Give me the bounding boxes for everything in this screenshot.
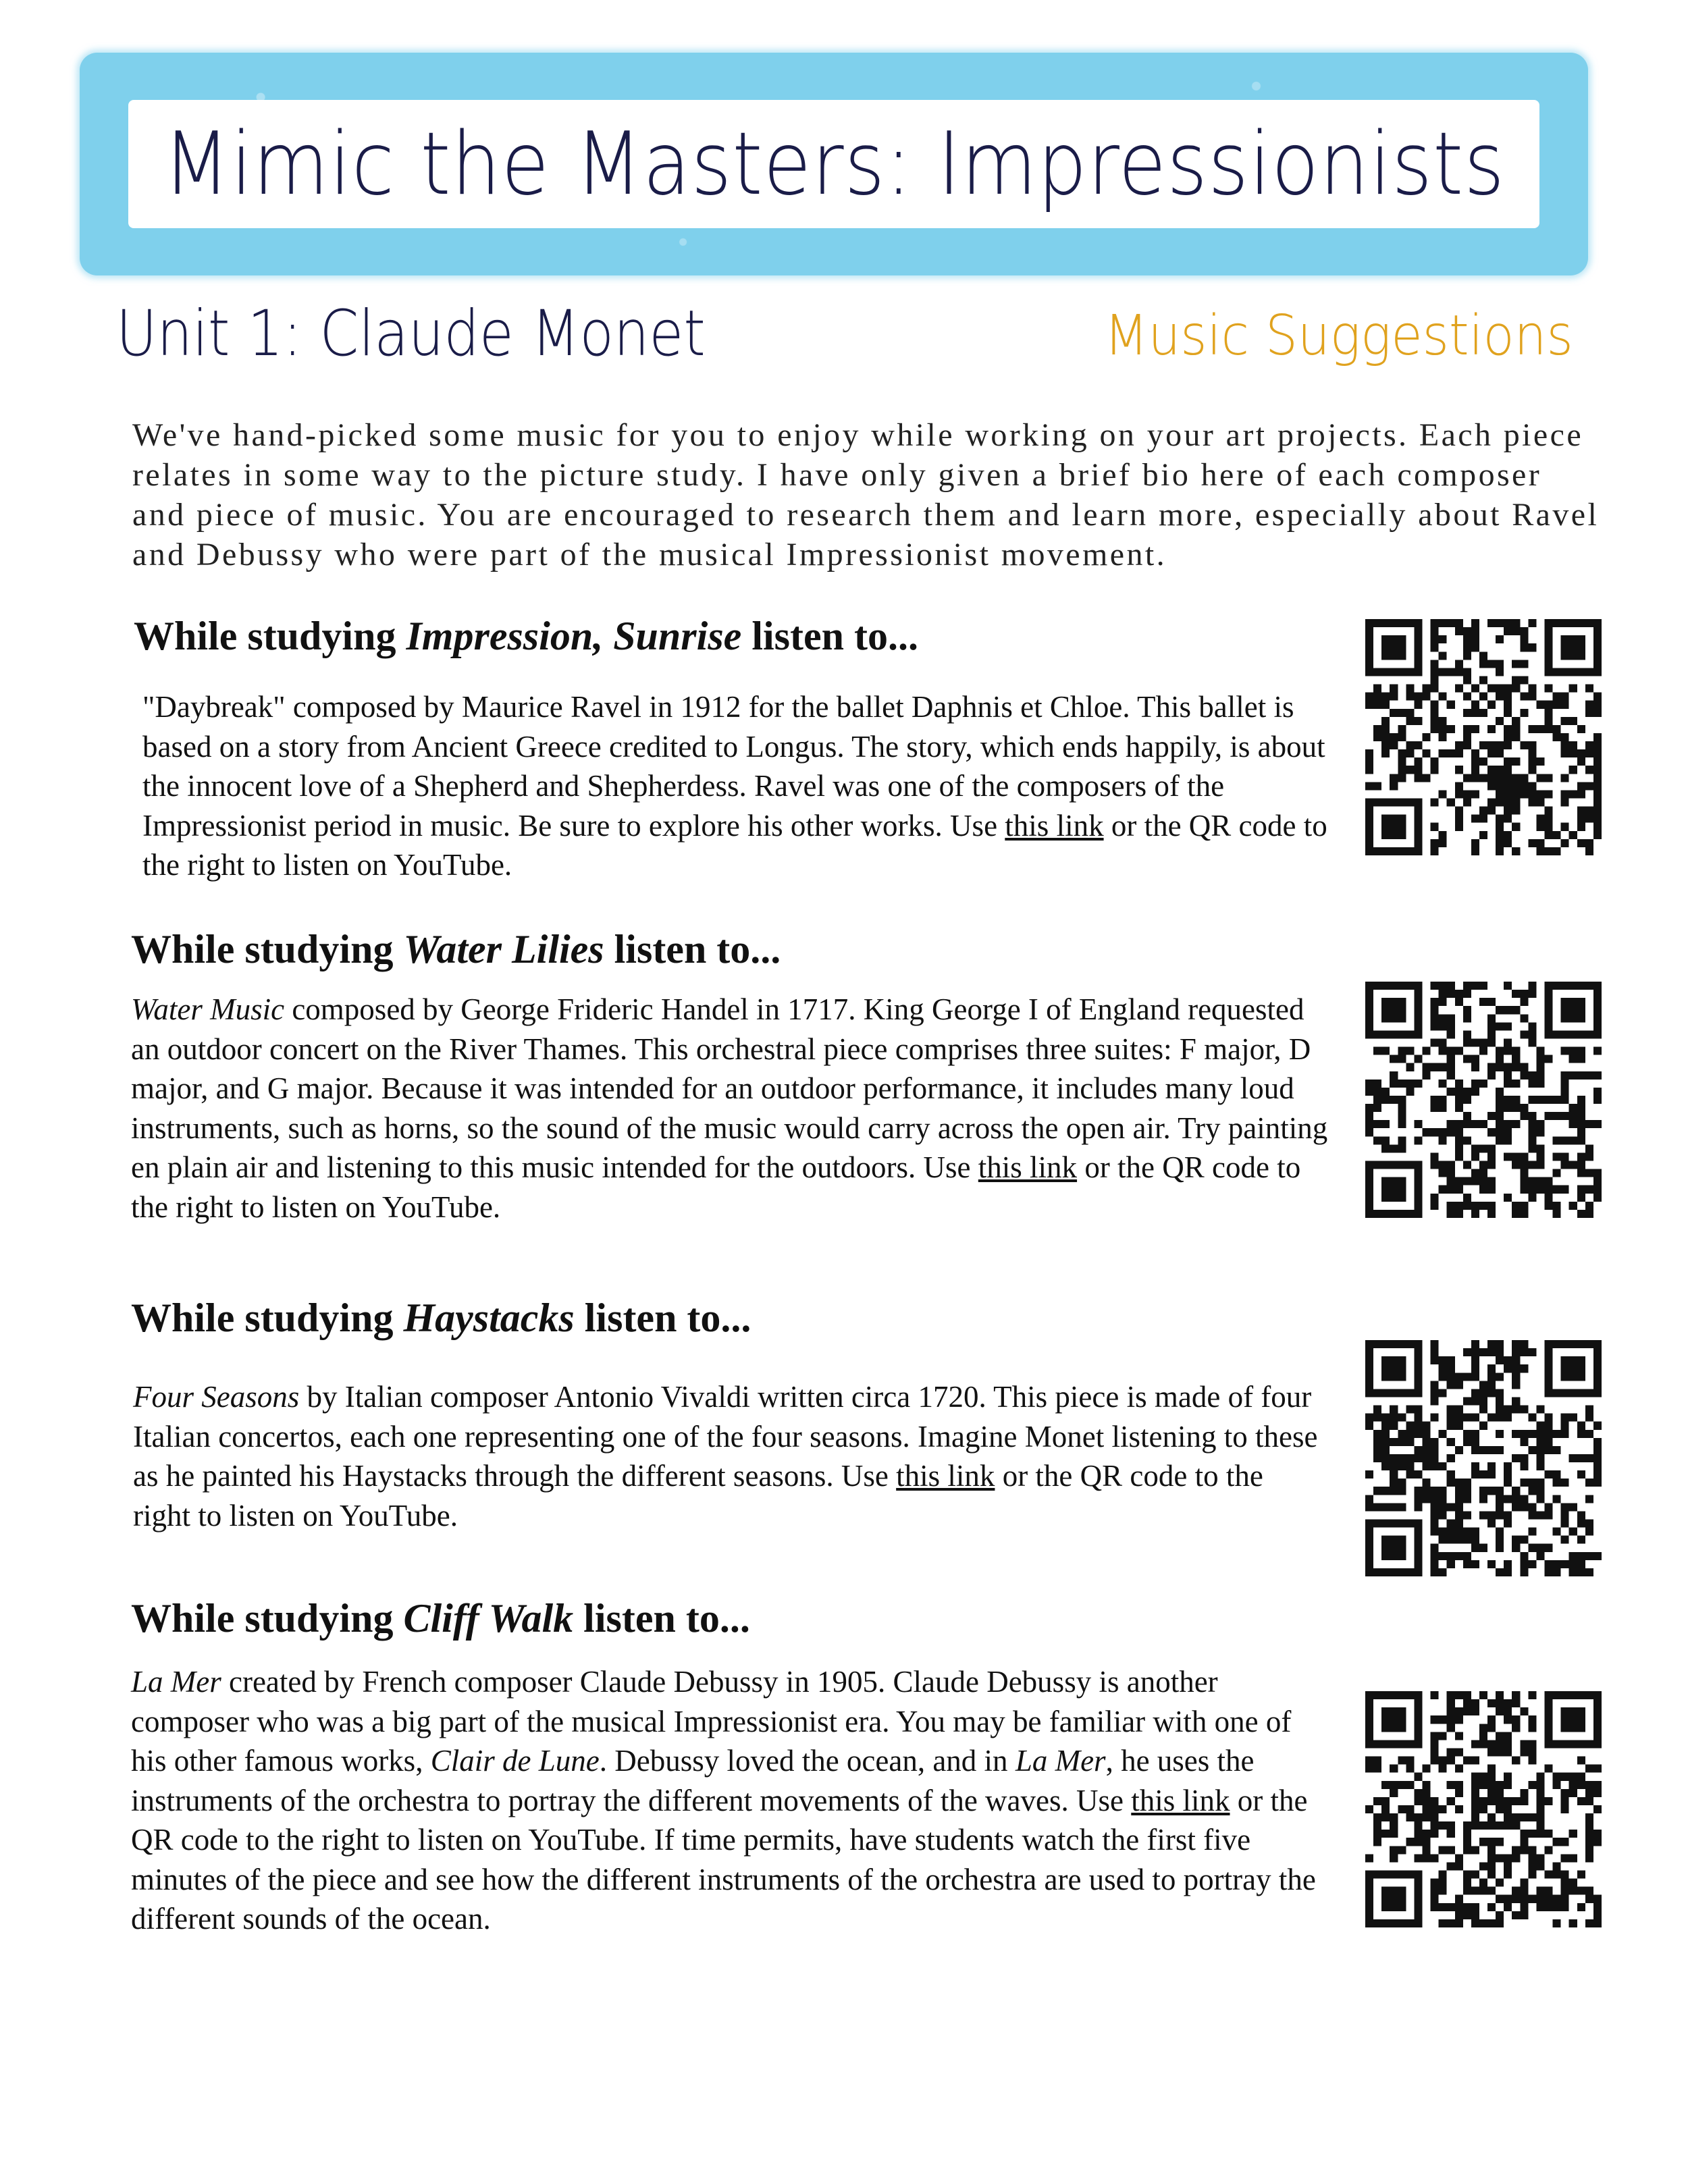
qr-code-icon[interactable] bbox=[1365, 1691, 1602, 1927]
section-text-water-lilies bbox=[131, 990, 1333, 1227]
section-text-haystacks bbox=[133, 1377, 1328, 1535]
heading-prefix: While studying bbox=[131, 1296, 404, 1340]
heading-suffix: listen to... bbox=[741, 614, 918, 658]
section-heading-impression-sunrise bbox=[134, 613, 918, 660]
text-segment: . Debussy loved the ocean, and in bbox=[599, 1744, 1016, 1778]
text-segment: or the QR code to the right to listen on YouTube. bbox=[142, 808, 1327, 882]
page-title: Mimic the Masters: Impressionists bbox=[163, 113, 1505, 215]
heading-artwork-title: Water Lilies bbox=[403, 927, 604, 971]
unit-title: Unit 1: Claude Monet bbox=[116, 297, 706, 371]
text-segment: or the QR code to the right to listen on YouTube. If time permits, have students watch the first five minutes of the piece and see how the different instruments of the orchestra are used to portray the different sounds of the ocean. bbox=[131, 1783, 1316, 1936]
text-segment: or the QR code to the right to listen on YouTube. bbox=[131, 1150, 1301, 1224]
section-title: Music Suggestions bbox=[1104, 304, 1573, 368]
text-segment: by Italian composer Antonio Vivaldi written circa 1720. This piece is made of four Italian concertos, each one representing one of the four seasons. Imagine Monet listening to these as he painted his Haystacks through the different seasons. Use bbox=[133, 1380, 1318, 1493]
section-text-impression-sunrise bbox=[142, 687, 1331, 885]
text-segment: composed by George Frideric Handel in 1717. King George I of England requested an outdoor concert on the River Thames. This orchestral piece comprises three suites: F major, D major, and G major. Because it was intended for an outdoor performance, it includes many loud instruments, such as horns, so the sound of the music would carry across the open air. Try painting en plain air and listening to this music intended for the outdoors. Use bbox=[131, 992, 1328, 1184]
qr-code-graphic bbox=[1365, 619, 1602, 855]
heading-artwork-title: Impression, Sunrise bbox=[406, 614, 742, 658]
title-banner bbox=[80, 53, 1588, 275]
work-title: Clair de Lune bbox=[430, 1744, 600, 1778]
qr-code-graphic bbox=[1365, 1340, 1602, 1576]
heading-prefix: While studying bbox=[134, 614, 406, 658]
intro-paragraph: We've hand-picked some music for you to enjoy while working on your art projects. Each piece relates in some way to the picture study. I have only given a brief bio here of each composer and piece of music. You are encouraged to research them and learn more, especially about Ravel and Debussy who were part of the musical Impressionist movement. bbox=[132, 417, 1600, 572]
text-segment: or the QR code to the right to listen on YouTube. bbox=[133, 1459, 1263, 1533]
youtube-link[interactable]: this link bbox=[1131, 1783, 1230, 1817]
qr-code-graphic bbox=[1365, 982, 1602, 1218]
section-text-cliff-walk bbox=[131, 1662, 1333, 1939]
heading-artwork-title: Haystacks bbox=[403, 1296, 575, 1340]
heading-suffix: listen to... bbox=[573, 1596, 750, 1641]
work-title: La Mer bbox=[1015, 1744, 1106, 1778]
qr-code-icon[interactable] bbox=[1365, 1340, 1602, 1576]
text-segment: , he uses the instruments of the orchestra to portray the different movements of the waves. Use bbox=[131, 1744, 1255, 1817]
qr-code-icon[interactable] bbox=[1365, 982, 1602, 1218]
section-heading-haystacks bbox=[131, 1295, 751, 1341]
youtube-link[interactable]: this link bbox=[978, 1150, 1078, 1184]
work-title: Four Seasons bbox=[133, 1380, 300, 1414]
section-heading-cliff-walk bbox=[131, 1595, 750, 1642]
work-title: Water Music bbox=[131, 992, 285, 1026]
heading-prefix: While studying bbox=[131, 1596, 404, 1641]
heading-suffix: listen to... bbox=[604, 927, 781, 971]
heading-prefix: While studying bbox=[131, 927, 404, 971]
text-segment: "Daybreak" composed by Maurice Ravel in 1912 for the ballet Daphnis et Chloe. This ballet is based on a story from Ancient Greece credited to Longus. The story, which ends happily, is about the innocent love of a Shepherd and Shepherdess. Ravel was one of the composers of the Impressionist period in music. Be sure to explore his other works. Use bbox=[142, 690, 1325, 843]
youtube-link[interactable]: this link bbox=[896, 1459, 995, 1493]
section-heading-water-lilies bbox=[131, 926, 781, 973]
title-banner-inner bbox=[128, 100, 1539, 228]
work-title: La Mer bbox=[131, 1665, 221, 1699]
heading-artwork-title: Cliff Walk bbox=[403, 1596, 574, 1641]
qr-code-graphic bbox=[1365, 1691, 1602, 1927]
qr-code-icon[interactable] bbox=[1365, 619, 1602, 855]
heading-suffix: listen to... bbox=[574, 1296, 751, 1340]
youtube-link[interactable]: this link bbox=[1005, 808, 1104, 843]
text-segment: created by French composer Claude Debussy in 1905. Claude Debussy is another composer who was a big part of the musical Impressionist era. You may be familiar with one of his other famous works, bbox=[131, 1665, 1292, 1778]
